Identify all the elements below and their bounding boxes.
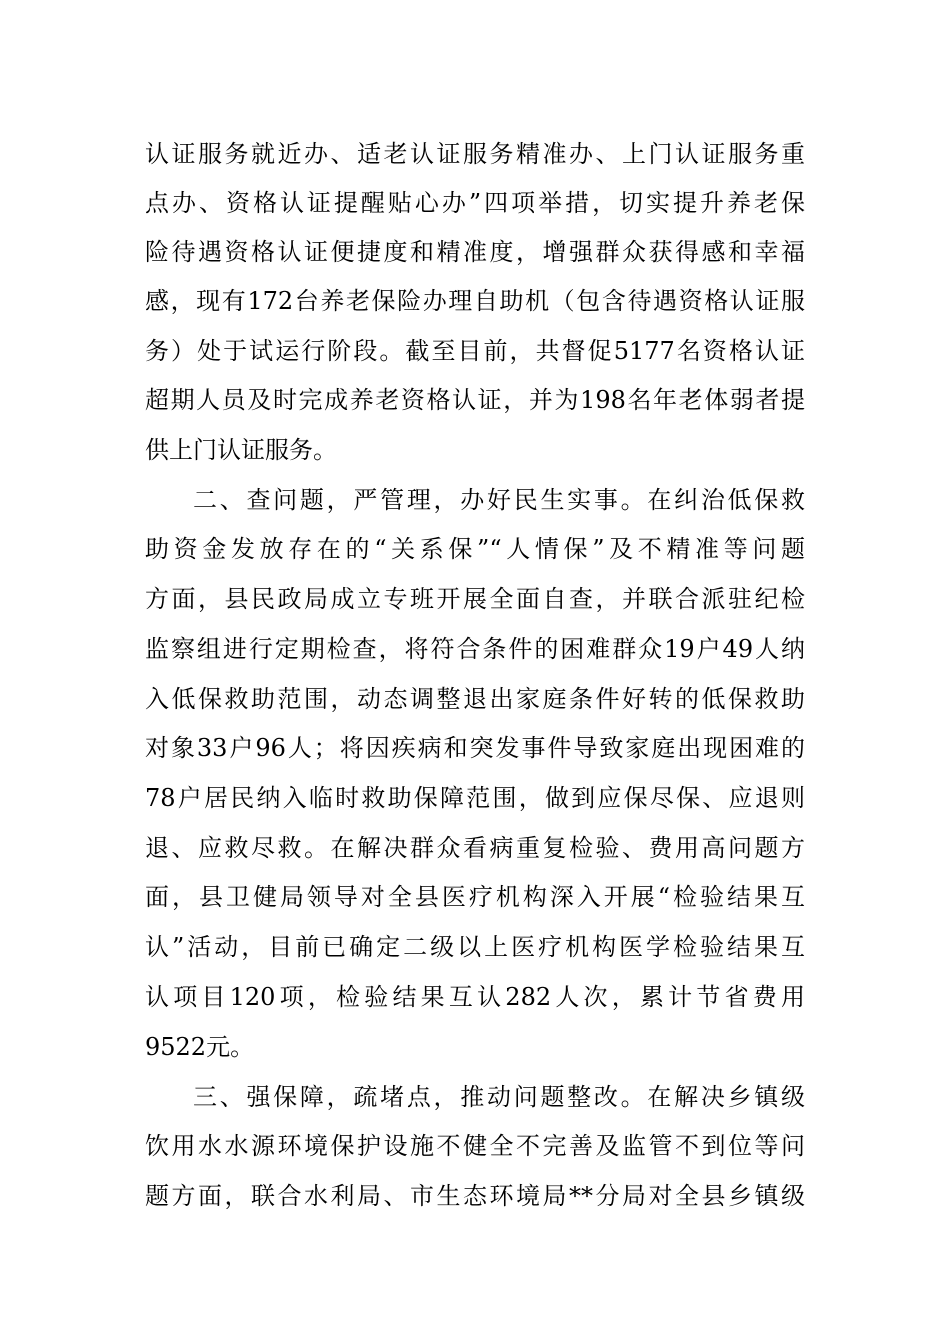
paragraph-heading-line: 三、强保障，疏堵点，推动问题整改。在解决乡镇级: [193, 1083, 805, 1111]
text-line: 方面，县民政局成立专班开展全面自查，并联合派驻纪检: [145, 585, 805, 613]
text-line: 面，县卫健局领导对全县医疗机构深入开展“检验结果互: [145, 883, 805, 911]
text-line: 务）处于试运行阶段。截至目前，共督促5177名资格认证: [145, 337, 805, 365]
text-line: 点办、资格认证提醒贴心办”四项举措，切实提升养老保: [145, 189, 805, 217]
text-line: 认”活动，目前已确定二级以上医疗机构医学检验结果互: [145, 933, 805, 961]
text-line: 退、应救尽救。在解决群众看病重复检验、费用高问题方: [145, 834, 805, 862]
text-line: 供上门认证服务。: [145, 436, 337, 464]
text-line: 饮用水水源环境保护设施不健全不完善及监管不到位等问: [145, 1132, 805, 1160]
text-line: 助资金发放存在的“关系保”“人情保”及不精准等问题: [145, 535, 805, 563]
text-line: 监察组进行定期检查，将符合条件的困难群众19户49人纳: [145, 635, 805, 663]
text-line: 入低保救助范围，动态调整退出家庭条件好转的低保救助: [145, 685, 805, 713]
text-line: 78户居民纳入临时救助保障范围，做到应保尽保、应退则: [145, 784, 805, 812]
text-line: 认项目120项，检验结果互认282人次，累计节省费用: [145, 983, 805, 1011]
text-line: 认证服务就近办、适老认证服务精准办、上门认证服务重: [145, 140, 805, 168]
paragraph-heading-line: 二、查问题，严管理，办好民生实事。在纠治低保救: [193, 486, 805, 514]
text-line: 题方面，联合水利局、市生态环境局**分局对全县乡镇级: [145, 1182, 805, 1210]
text-line: 超期人员及时完成养老资格认证，并为198名年老体弱者提: [145, 386, 805, 414]
text-line: 9522元。: [145, 1033, 255, 1061]
text-line: 感，现有172台养老保险办理自助机（包含待遇资格认证服: [145, 287, 805, 315]
text-line: 险待遇资格认证便捷度和精准度，增强群众获得感和幸福: [145, 238, 805, 266]
text-line: 对象33户96人；将因疾病和突发事件导致家庭出现困难的: [145, 734, 805, 762]
